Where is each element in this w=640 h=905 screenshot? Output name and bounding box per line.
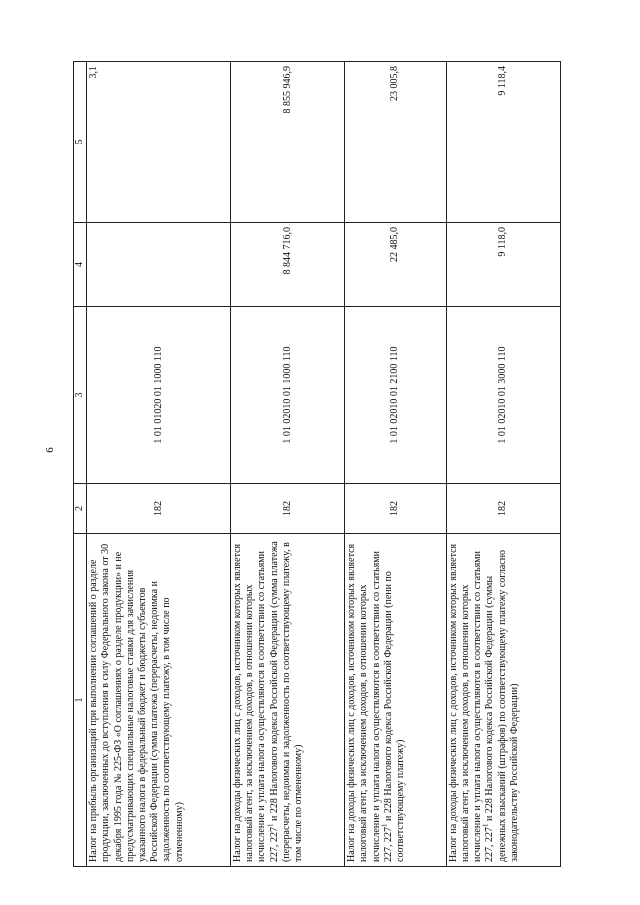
row-admin-code: 182	[345, 484, 447, 534]
row-description-text: Налог на доходы физических лиц с доходов, источником которых является налоговый агент, за исключением доходов, в отношении которых исчисление и уплата налога осуществляются в соответствии со статьями 227, 227	[346, 543, 394, 862]
row-kbk: 1 01 02010 01 2100 110	[345, 307, 447, 484]
table-row	[345, 62, 447, 867]
page-number: 6	[44, 447, 56, 453]
row-kbk: 1 01 01020 01 1000 110	[87, 307, 231, 484]
row-kbk: 1 01 02010 01 1000 110	[231, 307, 345, 484]
row-description-text-end: и 228 Налогового кодекса Российской Федерации (суммы денежных взысканий (штрафов) по соответствующему платежу согласно законодательству Российской Федерации)	[484, 549, 520, 862]
row-description-text: Налог на доходы физических лиц с доходов, источником которых является налоговый агент, за исключением доходов, в отношении которых исчисление и уплата налога осуществляются в соответствии со статьями 227, 227	[232, 543, 280, 862]
revenue-table	[73, 61, 561, 867]
row-value-4: 9 118,0	[446, 223, 560, 307]
row-description-text: Налог на доходы физических лиц с доходов, источником которых является налоговый агент, за исключением доходов, в отношении которых исчисление и уплата налога осуществляются в соответствии со статьями 227, 227	[447, 543, 496, 862]
table-row	[446, 62, 560, 867]
row-description-text-end: и 228 Налогового кодекса Российской Федерации (сумма платежа (перерасчеты, недоимка и задолженность по соответствующему платежу, в том числе по отмененному)	[268, 541, 304, 862]
row-value-5: 8 855 946,9	[231, 62, 345, 223]
row-value-5: 23 005,8	[345, 62, 447, 223]
column-header-3: 3	[74, 307, 87, 484]
table-container	[73, 62, 561, 867]
table-row	[231, 62, 345, 867]
row-value-4: 22 485,0	[345, 223, 447, 307]
row-description	[446, 534, 560, 867]
column-header-5: 5	[74, 62, 87, 223]
row-kbk: 1 01 02010 01 3000 110	[446, 307, 560, 484]
row-value-4	[87, 223, 231, 307]
row-admin-code: 182	[231, 484, 345, 534]
row-description	[345, 534, 447, 867]
row-admin-code: 182	[446, 484, 560, 534]
row-description-superscript: 1	[266, 823, 275, 827]
row-description: Налог на прибыль организаций при выполнении соглашений о разделе продукции, заключенных до вступления в силу Федерального закона от 30 декабря 1995 года № 225-ФЗ «О соглашениях о разделе продукции» и не предусматривающих специальные налоговые ставки для зачисления указанного налога в федеральный бюджет и бюджеты субъектов Российской Федерации (сумма платежа (перерасчеты, недоимка и задолженность по соответствующему платежу, в том числе по отмененному)	[87, 534, 231, 867]
column-number-row	[74, 62, 87, 867]
row-admin-code: 182	[87, 484, 231, 534]
column-header-1: 1	[74, 534, 87, 867]
row-value-5: 3,1	[87, 62, 231, 223]
rotated-table-frame	[73, 62, 561, 867]
column-header-2: 2	[74, 484, 87, 534]
column-header-4: 4	[74, 223, 87, 307]
table-row	[87, 62, 231, 867]
row-description	[231, 534, 345, 867]
row-value-5: 9 118,4	[446, 62, 560, 223]
row-description-superscript: 1	[482, 823, 490, 827]
row-value-4: 8 844 716,0	[231, 223, 345, 307]
row-description-superscript: 1	[380, 823, 389, 827]
row-description-text-end: и 228 Налогового кодекса Российской Федерации (пени по соответствующему платежу)	[382, 571, 406, 862]
